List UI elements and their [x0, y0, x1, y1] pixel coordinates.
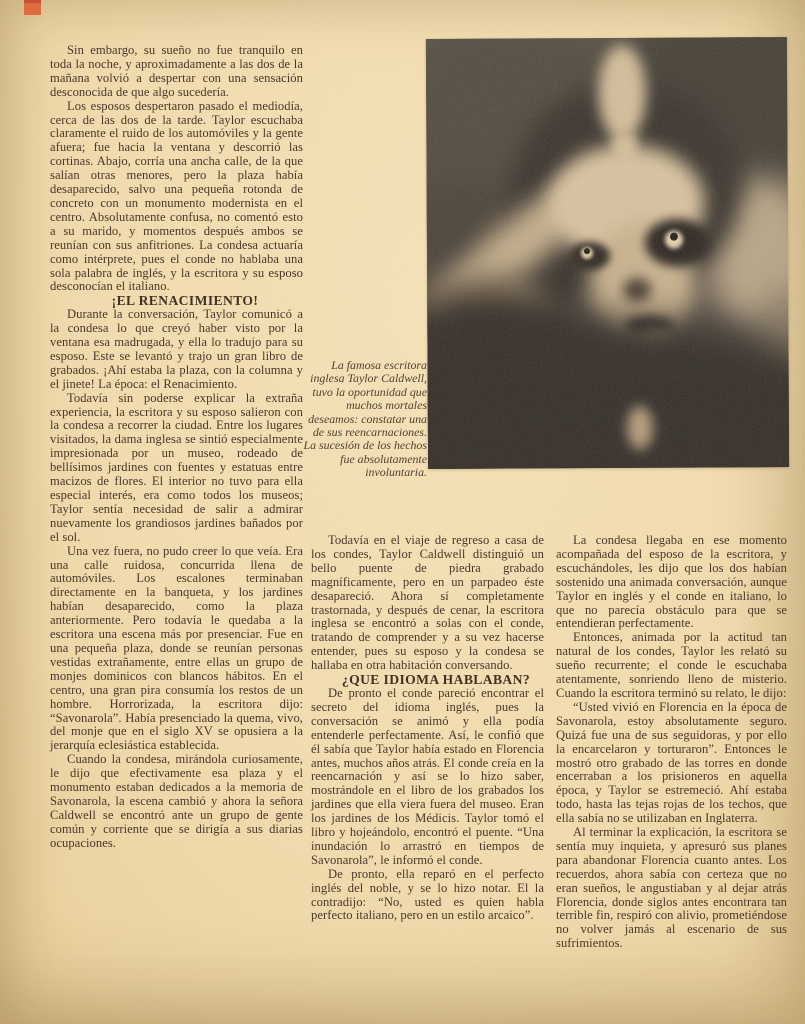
paragraph: De pronto el conde pareció encontrar el secreto del idioma inglés, pues la conversación se animó y ella podía entenderle perfectamente. Así, le confió que él sabía que Taylor había estado en Florencia antes, muchos años atrás. El conde creía en la reencarnación y así se lo hizo saber, mostrándole en el libro de los grabados los jardines que ella viera fuera del museo. Eran los jardines de los Médicis. Taylor tomó el libro y hojeándolo, encontró el puente. “Una inundación lo arrastró en tiempos de Savonarola”, le informó el conde. — [311, 685, 544, 867]
paragraph: Durante la conversación, Taylor comunicó a la condesa lo que creyó haber visto por la ventana esa madrugada, y ella lo tradujo para su esposo. Este se levantó y trajo un gran libro de grabados. ¡Ahí estaba la plaza, con la columna y el jinete! La época: el Renacimiento. — [50, 307, 303, 391]
paragraph: Entonces, animada por la actitud tan natural de los condes, Taylor les relató su sueño recurrente; el conde le escuchaba atentamente, sonriendo lleno de misterio. Cuando la escritora terminó su relato, le dijo: — [556, 630, 787, 700]
paragraph: Una vez fuera, no pudo creer lo que veía. Era una calle ruidosa, concurrida llena de automóviles. Los escalones terminaban directamente en la banqueta, y los jardines habían desaparecido, como la plaza anteriormente. Pero todavía le quedaba a la escritora una escena más por presenciar. Fue en una pequeña plaza, donde se reunían personas vestidas extrañamente, entre ellas un grupo de monjes dominicos con blancos hábitos. En el centro, una gran pira consumía los restos de un hombre. Horrorizada, la escritora dijo: “Savonarola”. Había presenciado la quema, vivo, del monje que en el siglo XV se opusiera a la jerarquía eclesiástica establecida. — [50, 543, 303, 753]
photo-caption: La famosa escritora inglesa Taylor Caldwell, tuvo la oportunidad que muchos mortales deseamos: constatar una de sus reencarnaciones. La sucesión de los hechos fue absolutamente involuntaria. — [303, 358, 427, 480]
taylor-caldwell-photo — [426, 37, 789, 469]
middle-column — [311, 534, 544, 923]
paragraph: Cuando la condesa, mirándola curiosamente, le dijo que efectivamente esa plaza y el monumento estaban dedicados a la memoria de Savonarola, la escena cambió y ahora la señora Caldwell se encontró ante un grupo de gente común y corriente que se dirigía a sus diarias ocupaciones. — [50, 752, 303, 850]
left-column — [50, 44, 303, 851]
paragraph: Al terminar la explicación, la escritora se sentía muy inquieta, y apresuró sus planes para abandonar Florencia cuanto antes. Los recuerdos, ahora sabía con certeza que no eran sueños, le angustiaban y al dejar atrás Florencia, donde siglos antes encontrara tan terrible fin, respiró con alivio, prometiéndose no volver jamás al escenario de sus sufrimientos. — [556, 825, 787, 951]
paragraph: “Usted vivió en Florencia en la época de Savonarola, estoy absolutamente seguro. Quizá fue una de sus seguidoras, y por ello la encarcelaron y torturaron”. Entonces le mostró otro grabado de las torres en donde encerraban a los prisioneros en aquella época, y Taylor se estremeció. Ahí estaba todo, hasta las tejas rojas de los techos, que ella sabía no se utilizaban en Inglaterra. — [556, 699, 787, 826]
paragraph: Sin embargo, su sueño no fue tranquilo en toda la noche, y aproximadamente a las dos de la mañana volvió a despertar con una sensación desconocida de que algo sucedería. — [50, 43, 303, 99]
right-column — [556, 534, 787, 951]
paragraph: De pronto, ella reparó en el perfecto inglés del noble, y se lo hizo notar. El la contradijo: “No, usted es quien habla perfecto italiano, pero en un estilo arcaico”. — [311, 866, 544, 923]
registration-mark — [24, 0, 41, 15]
idioma-heading: ¿QUE IDIOMA HABLABAN? — [341, 672, 531, 688]
paragraph: Los esposos despertaron pasado el mediodía, cerca de las dos de la tarde. Taylor escuchaba claramente el ruido de los automóviles y la gente afuera; fue hacia la ventana y descorrió las cortinas. Abajo, corría una ancha calle, de la que salían otras menores, pero la plaza había desaparecido, salvo una pequeña rotonda de concreto con un monumento modernista en el centro. Absolutamente confusa, no comentó esto a su marido, y momentos después ambos se reunían con sus anfitriones. La condesa actuaría como intérprete, pues el conde no hablaba una sola palabra de inglés, y la escritora y su esposo desconocían el italiano. — [50, 98, 303, 294]
paragraph: La condesa llegaba en ese momento acompañada del esposo de la escritora, y escuchándoles, les dijo que los dos habían sostenido una animada conversación, aunque Taylor en inglés y el conde en italiano, lo que no parecía obstáculo para que se entendieran perfectamente. — [556, 533, 787, 631]
paragraph: Todavía en el viaje de regreso a casa de los condes, Taylor Caldwell distinguió un bello puente de piedra grabado magníficamente, pero en un parpadeo éste desapareció. Ahora sí completamente trastornada, y después de cenar, la escritora inglesa se encontró a solas con el conde, tratando de comprender y a su vez hacerse entender, pues su esposo y la condesa se hallaba en otra habitación conversando. — [311, 533, 544, 673]
renacimiento-heading: ¡EL RENACIMIENTO! — [111, 293, 259, 309]
paragraph: Todavía sin poderse explicar la extraña experiencia, la escritora y su esposo salieron con la condesa a recorrer la ciudad. Entre los lugares visitados, la dama inglesa se sintió especialmente impresionada por un museo, rodeado de bellísimos jardines con fuentes y estatuas entre macizos de flores. El interior no tuvo para ella especial interés, era como todos los museos; Taylor sentía necesidad de salir a admirar nuevamente los grandiosos jardines bañados por el sol. — [50, 390, 303, 544]
